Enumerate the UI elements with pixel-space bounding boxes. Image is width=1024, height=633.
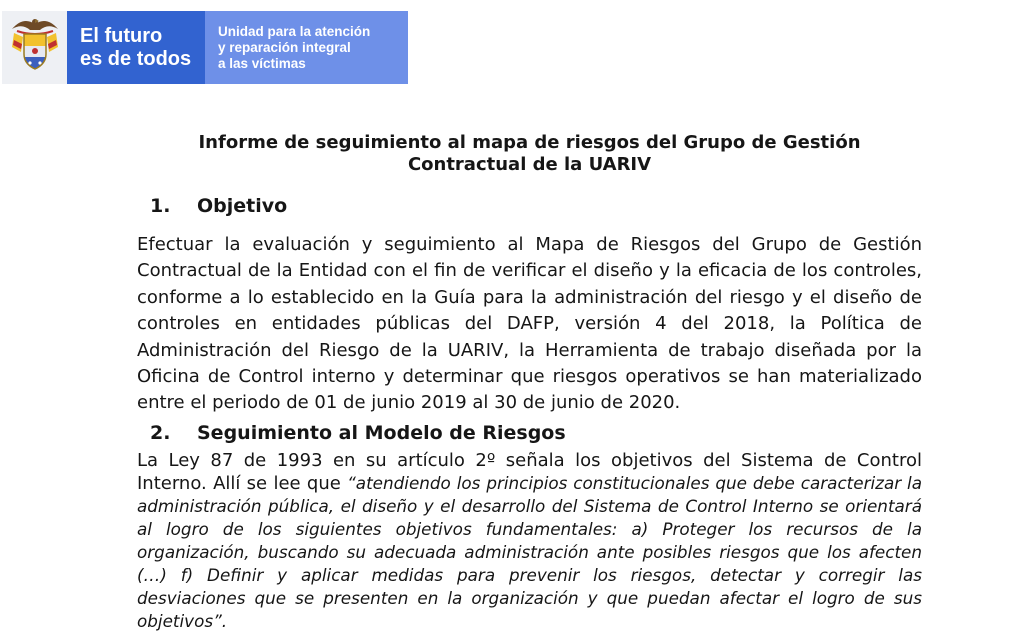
seguimiento-paragraph	[137, 449, 922, 633]
objetivo-paragraph: Efectuar la evaluación y seguimiento al Mapa de Riesgos del Grupo de Gestión Contractual de la Entidad con el fin de verificar el diseño y la eficacia de los controles, conforme a lo establecido en la Guía para la administración del riesgo y el diseño de controles en entidades públicas del DAFP, versión 4 del 2018, la Política de Administración del Riesgo de la UARIV, la Herramienta de trabajo diseñada por la Oficina de Control interno y determinar que riesgos operativos se han materializado entre el periodo de 01 de junio 2019 al 30 de junio de 2020.	[137, 234, 922, 414]
brand-slogan-line2: es de todos	[80, 47, 192, 70]
paragraph-intro-text: La Ley 87 de 1993 en su artículo 2º señala los objetivos del Sistema de Control Interno. Allí se lee que	[137, 449, 922, 494]
section-heading-objetivo	[137, 196, 922, 216]
document-page	[137, 0, 922, 633]
section-heading-label: Objetivo	[197, 195, 288, 217]
colombia-coat-of-arms-icon	[9, 16, 61, 80]
section-heading-label: Seguimiento al Modelo de Riesgos	[197, 421, 566, 444]
section-number: 2.	[150, 421, 171, 444]
section-heading-seguimiento	[137, 423, 922, 443]
document-title: Informe de seguimiento al mapa de riesgos del Grupo de Gestión Contractual de la UARIV	[198, 132, 861, 175]
logo-box	[2, 11, 67, 84]
agency-name-line3: a las víctimas	[218, 55, 306, 71]
agency-name-line2: y reparación integral	[218, 39, 351, 55]
legal-quote-text: “atendiendo los principios constitucionales que debe caracterizar la administración pública, el diseño y el desarrollo del Sistema de Control Interno se orientará al logro de los siguientes objetivos fundamentales: a) Proteger los recursos de la organización, buscando su adecuada administración ante posibles riesgos que los afecten (…) f) Definir y aplicar medidas para prevenir los riesgos, detectar y corregir las desviaciones que se presenten en la organización y que puedan afectar el logro de sus objetivos”.	[137, 472, 922, 631]
section-number: 1.	[150, 195, 171, 217]
brand-slogan-line1: El futuro	[80, 24, 163, 47]
agency-name-line1: Unidad para la atención	[218, 23, 371, 39]
